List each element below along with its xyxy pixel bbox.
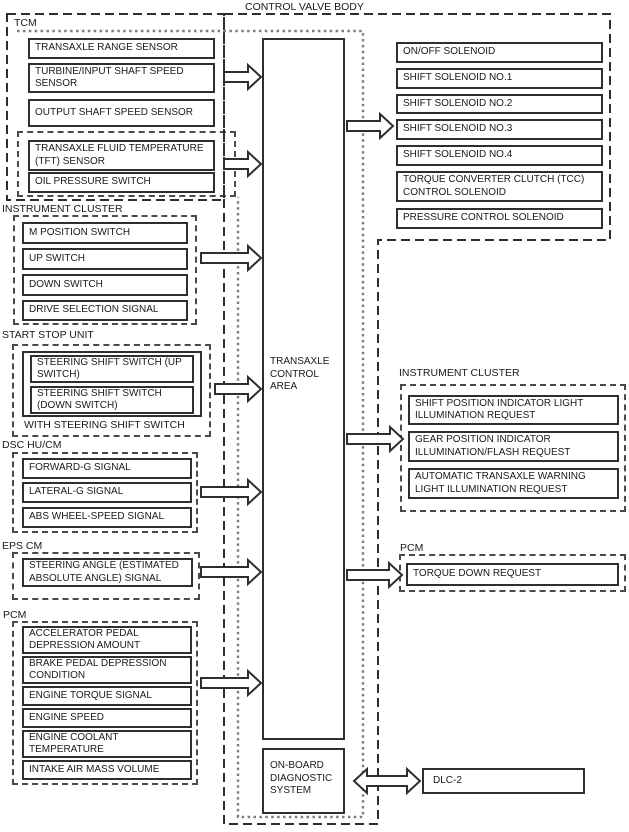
pcm-left-label: PCM	[3, 609, 27, 621]
output-box-at-warning-light: AUTOMATIC TRANSAXLE WARNING LIGHT ILLUMINATION REQUEST	[408, 468, 619, 499]
on-board-diagnostic-system-box: ON-BOARD DIAGNOSTIC SYSTEM	[262, 748, 345, 814]
input-box-engine-torque-signal: ENGINE TORQUE SIGNAL	[22, 686, 192, 706]
output-box-shift-solenoid-1: SHIFT SOLENOID NO.1	[396, 68, 603, 89]
input-box-output-shaft-speed-sensor: OUTPUT SHAFT SPEED SENSOR	[28, 99, 215, 127]
arrow-obd-dlc2-bidirectional	[354, 769, 420, 793]
input-box-transaxle-range-sensor: TRANSAXLE RANGE SENSOR	[28, 38, 215, 59]
input-box-m-position-switch: M POSITION SWITCH	[22, 222, 188, 244]
output-box-tcc-control-solenoid: TORQUE CONVERTER CLUTCH (TCC) CONTROL SOLENOID	[396, 171, 603, 202]
pcm-right-label: PCM	[400, 542, 424, 554]
instrument-cluster-left-label: INSTRUMENT CLUSTER	[2, 203, 123, 215]
tcm-label: TCM	[14, 17, 37, 29]
arrow-instrument-cluster-to-control-area	[201, 246, 261, 270]
dsc-hu-cm-label: DSC HU/CM	[2, 439, 62, 451]
output-box-gear-position-indicator: GEAR POSITION INDICATOR ILLUMINATION/FLASH REQUEST	[408, 431, 619, 462]
input-box-forward-g-signal: FORWARD-G SIGNAL	[22, 458, 192, 479]
arrow-control-area-to-instrument-cluster	[347, 427, 403, 451]
dlc2-box: DLC-2	[422, 768, 585, 794]
output-box-torque-down-request: TORQUE DOWN REQUEST	[406, 563, 619, 586]
input-box-lateral-g-signal: LATERAL-G SIGNAL	[22, 482, 192, 503]
arrow-eps-to-control-area	[201, 560, 261, 584]
with-steering-shift-switch-note: WITH STEERING SHIFT SWITCH	[24, 419, 185, 431]
arrow-dsc-to-control-area	[201, 480, 261, 504]
output-box-shift-solenoid-3: SHIFT SOLENOID NO.3	[396, 119, 603, 140]
input-box-steering-angle-signal: STEERING ANGLE (ESTIMATED ABSOLUTE ANGLE) SIGNAL	[22, 558, 193, 587]
input-box-engine-coolant-temperature: ENGINE COOLANT TEMPERATURE	[22, 730, 192, 758]
input-box-drive-selection-signal: DRIVE SELECTION SIGNAL	[22, 300, 188, 321]
arrow-tcm-sensors-to-control-area	[224, 65, 261, 89]
arrow-control-area-to-pcm	[347, 563, 402, 587]
input-box-brake-pedal-depression: BRAKE PEDAL DEPRESSION CONDITION	[22, 656, 192, 684]
input-box-oil-pressure-switch: OIL PRESSURE SWITCH	[28, 172, 215, 193]
input-box-steering-shift-switch-down: STEERING SHIFT SWITCH (DOWN SWITCH)	[30, 386, 194, 414]
arrow-control-area-to-solenoids	[347, 114, 393, 138]
transaxle-control-area-box: TRANSAXLE CONTROL AREA	[262, 38, 345, 740]
output-box-on-off-solenoid: ON/OFF SOLENOID	[396, 42, 603, 63]
output-box-shift-solenoid-2: SHIFT SOLENOID NO.2	[396, 94, 603, 114]
input-box-intake-air-mass-volume: INTAKE AIR MASS VOLUME	[22, 760, 192, 780]
arrow-pcm-to-control-area	[201, 671, 261, 695]
arrow-start-stop-unit-to-control-area	[215, 377, 261, 401]
input-box-down-switch: DOWN SWITCH	[22, 274, 188, 296]
input-box-steering-shift-switch-up: STEERING SHIFT SWITCH (UP SWITCH)	[30, 355, 194, 383]
input-box-engine-speed: ENGINE SPEED	[22, 708, 192, 728]
input-box-turbine-input-shaft-speed-sensor: TURBINE/INPUT SHAFT SPEED SENSOR	[28, 63, 215, 93]
input-box-up-switch: UP SWITCH	[22, 248, 188, 270]
start-stop-unit-label: START STOP UNIT	[2, 329, 94, 341]
input-box-abs-wheel-speed-signal: ABS WHEEL-SPEED SIGNAL	[22, 507, 192, 528]
input-box-accelerator-pedal-depression: ACCELERATOR PEDAL DEPRESSION AMOUNT	[22, 626, 192, 654]
input-box-tft-sensor: TRANSAXLE FLUID TEMPERATURE (TFT) SENSOR	[28, 140, 215, 171]
output-box-shift-solenoid-4: SHIFT SOLENOID NO.4	[396, 145, 603, 166]
output-box-pressure-control-solenoid: PRESSURE CONTROL SOLENOID	[396, 208, 603, 229]
control-valve-body-label: CONTROL VALVE BODY	[245, 1, 364, 13]
output-box-shift-position-indicator: SHIFT POSITION INDICATOR LIGHT ILLUMINATION REQUEST	[408, 395, 619, 425]
eps-cm-label: EPS CM	[2, 540, 43, 552]
instrument-cluster-right-label: INSTRUMENT CLUSTER	[399, 367, 520, 379]
